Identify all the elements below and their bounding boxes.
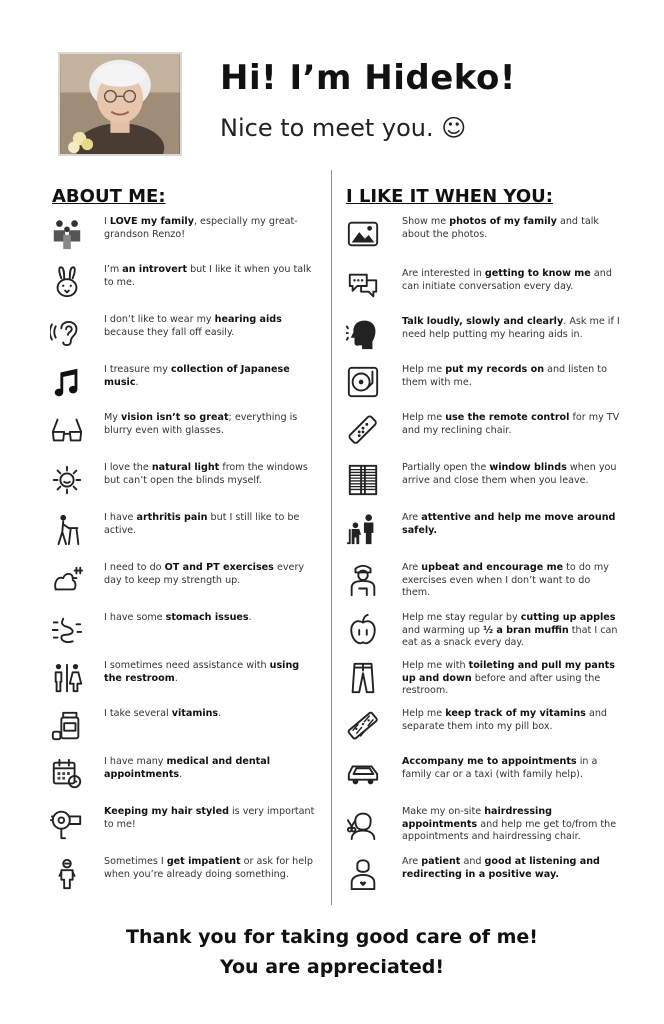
column-divider	[331, 170, 332, 905]
emphasis-text: vitamins	[171, 708, 219, 719]
likes-item	[346, 854, 621, 900]
likes-item	[346, 754, 621, 800]
profile-photo	[58, 52, 182, 156]
emphasis-text: natural light	[151, 462, 220, 473]
body-text: Are	[402, 856, 422, 867]
likes-item	[346, 610, 621, 656]
about-item-text	[92, 854, 320, 881]
about-item	[50, 362, 320, 408]
emphasis-text: toileting and pull my pants up and down	[402, 660, 615, 684]
about-item-text	[92, 658, 320, 685]
body-text: ; everything is blurry even with glasses.	[104, 412, 298, 436]
body-text: I need to do	[104, 562, 165, 573]
likes-item-text	[388, 510, 621, 537]
body-text: but I like it when you talk to me.	[104, 264, 312, 288]
likes-item-text	[388, 804, 621, 844]
body-text: , especially my great-grandson Renzo!	[104, 216, 298, 240]
about-item	[50, 754, 320, 800]
body-text: My	[104, 412, 122, 423]
coach-icon	[346, 560, 388, 600]
emphasis-text: Accompany me to appointments	[402, 756, 577, 767]
page-subtitle: Nice to meet you. ☺	[220, 114, 467, 142]
likes-item	[346, 362, 621, 408]
emphasis-text: getting to know me	[484, 268, 591, 279]
body-text: I don’t like to wear my	[104, 314, 215, 325]
emphasis-text: Keeping my hair styled	[104, 806, 229, 817]
body-text: and separate them into my pill box.	[402, 708, 607, 732]
emphasis-text: LOVE my family	[109, 216, 194, 227]
body-text: Sometimes I	[104, 856, 167, 867]
emphasis-text: good at listening and redirecting in a positive way.	[402, 856, 600, 880]
body-text: Help me	[402, 412, 446, 423]
likes-item	[346, 804, 621, 850]
about-item	[50, 706, 320, 752]
body-text: that I can eat as a snack every day.	[402, 624, 618, 649]
body-text: I have many	[104, 756, 167, 767]
hair-dryer-icon	[50, 804, 92, 844]
emphasis-text: window blinds	[489, 462, 567, 473]
body-text: Help me with	[402, 660, 469, 671]
impatient-person-icon	[50, 854, 92, 894]
footer-thank-you: Thank you for taking good care of me!	[126, 926, 538, 948]
about-item-text	[92, 362, 320, 389]
body-text: every day to keep my strength up.	[104, 562, 305, 586]
body-text: and	[460, 856, 485, 867]
emphasis-text: get impatient	[166, 856, 241, 867]
body-text: and listen to them with me.	[402, 364, 607, 388]
likes-item	[346, 266, 621, 312]
likes-item	[346, 314, 621, 360]
helping-person-icon	[346, 510, 388, 550]
body-text: Are	[402, 562, 422, 573]
music-note-icon	[50, 362, 92, 402]
body-text: .	[218, 708, 222, 719]
body-text: is very important to me!	[104, 806, 315, 830]
body-text: Help me	[402, 708, 446, 719]
body-text: I have	[104, 512, 137, 523]
body-text: . Ask me if I need help putting my hearing aids in.	[402, 316, 620, 340]
footer-appreciated: You are appreciated!	[219, 956, 444, 978]
body-text: I have some	[104, 612, 166, 623]
emphasis-text: hearing aids	[214, 314, 282, 325]
emphasis-text: stomach issues	[165, 612, 249, 623]
pants-icon	[346, 658, 388, 698]
likes-item-text	[388, 706, 621, 733]
likes-heading: I LIKE IT WHEN YOU:	[346, 186, 553, 207]
window-blinds-icon	[346, 460, 388, 500]
likes-item	[346, 560, 621, 606]
emphasis-text: photos of my family	[449, 216, 557, 227]
about-item	[50, 460, 320, 506]
rabbit-icon	[50, 262, 92, 302]
body-text: Show me	[402, 216, 450, 227]
about-item	[50, 854, 320, 900]
likes-item	[346, 658, 621, 704]
body-text: I	[104, 216, 110, 227]
likes-item	[346, 214, 621, 260]
about-item-text	[92, 610, 320, 625]
about-item-text	[92, 214, 320, 241]
emphasis-text: put my records on	[445, 364, 545, 375]
stomach-icon	[50, 610, 92, 650]
emphasis-text: an introvert	[122, 264, 188, 275]
remote-control-icon	[346, 410, 388, 450]
likes-item-text	[388, 610, 621, 650]
vitamins-icon	[50, 706, 92, 746]
body-text: before and after using the restroom.	[402, 672, 601, 697]
chat-bubbles-icon	[346, 266, 388, 306]
body-text: but I still like to be active.	[104, 512, 300, 536]
body-text: Are interested in	[402, 268, 485, 279]
emphasis-text: upbeat and encourage me	[421, 562, 564, 573]
body-text: and talk about the photos.	[402, 216, 599, 240]
body-text: I’m	[104, 264, 123, 275]
about-item	[50, 658, 320, 704]
glasses-icon	[50, 410, 92, 450]
body-text: to do my exercises even when I don’t want to do them.	[402, 562, 609, 599]
emphasis-text: patient	[421, 856, 461, 867]
about-item-text	[92, 754, 320, 781]
likes-item-text	[388, 410, 621, 437]
car-icon	[346, 754, 388, 794]
body-text: and warming up	[402, 624, 484, 636]
likes-item-text	[388, 560, 621, 600]
record-player-icon	[346, 362, 388, 402]
likes-item-text	[388, 658, 621, 698]
body-text: I love the	[104, 462, 152, 473]
body-text: or ask for help when you’re already doing something.	[104, 856, 313, 880]
caregiver-icon	[346, 854, 388, 894]
about-item-text	[92, 410, 320, 437]
emphasis-text: collection of Japanese music	[104, 364, 290, 388]
about-item-text	[92, 460, 320, 487]
body-text: when you arrive and close them when you leave.	[402, 462, 617, 486]
body-text: and can initiate conversation every day.	[402, 268, 612, 292]
emphasis-text: attentive and help me move around safely.	[402, 512, 616, 536]
about-item	[50, 804, 320, 850]
about-item-text	[92, 262, 320, 289]
photo-icon	[346, 214, 388, 254]
body-text: I sometimes need assistance with	[104, 660, 270, 671]
likes-item-text	[388, 266, 621, 293]
body-text: Make my on-site	[402, 806, 485, 817]
about-item	[50, 214, 320, 260]
emphasis-text: arthritis pain	[136, 512, 208, 523]
emphasis-text: OT and PT exercises	[164, 562, 274, 573]
body-text: .	[179, 768, 183, 780]
body-text: from the windows but can’t open the blinds myself.	[104, 462, 308, 486]
about-item-text	[92, 312, 320, 339]
body-text: .	[174, 672, 178, 684]
speaking-head-icon	[346, 314, 388, 354]
emphasis-text: Talk loudly, slowly and clearly	[402, 316, 564, 327]
about-item	[50, 262, 320, 308]
restroom-icon	[50, 658, 92, 698]
emphasis-text: use the remote control	[445, 412, 570, 423]
likes-item-text	[388, 214, 621, 241]
body-text: because they fall off easily.	[104, 326, 235, 338]
likes-item-text	[388, 754, 621, 781]
calendar-icon	[50, 754, 92, 794]
ear-icon	[50, 312, 92, 352]
about-me-heading: ABOUT ME:	[52, 186, 166, 207]
about-item	[50, 560, 320, 606]
likes-item	[346, 510, 621, 556]
likes-item	[346, 460, 621, 506]
body-text: in a family car or a taxi (with family help).	[402, 756, 598, 780]
emphasis-text: cutting up apples	[520, 612, 616, 623]
body-text: Are	[402, 512, 422, 523]
body-text: Help me stay regular by	[402, 612, 521, 623]
likes-item	[346, 706, 621, 752]
likes-item	[346, 410, 621, 456]
likes-item-text	[388, 362, 621, 389]
walker-icon	[50, 510, 92, 550]
body-text: I treasure my	[104, 364, 171, 375]
apple-icon	[346, 610, 388, 650]
emphasis-text: ½ a bran muffin	[483, 624, 569, 636]
about-item-text	[92, 510, 320, 537]
likes-item-text	[388, 460, 621, 487]
body-text: .	[135, 376, 139, 388]
exercise-arm-icon	[50, 560, 92, 600]
body-text: .	[248, 612, 252, 623]
sun-icon	[50, 460, 92, 500]
about-item-text	[92, 706, 320, 721]
emphasis-text: medical and dental appointments	[104, 756, 271, 780]
about-item	[50, 312, 320, 358]
body-text: I take several	[104, 708, 172, 719]
hairdresser-icon	[346, 804, 388, 844]
about-item	[50, 410, 320, 456]
family-icon	[50, 214, 92, 254]
emphasis-text: keep track of my vitamins	[445, 708, 586, 719]
about-item	[50, 610, 320, 656]
body-text: for my TV and my reclining chair.	[402, 412, 620, 436]
likes-item-text	[388, 314, 621, 341]
about-item-text	[92, 560, 320, 587]
emphasis-text: using the restroom	[104, 660, 300, 684]
about-item-text	[92, 804, 320, 831]
pill-box-icon	[346, 706, 388, 746]
body-text: Partially open the	[402, 462, 490, 473]
page-title: Hi! I’m Hideko!	[220, 58, 516, 98]
emphasis-text: hairdressing appointments	[402, 806, 553, 830]
body-text: and help me get to/from the appointments and hairdressing chair.	[402, 818, 617, 843]
emphasis-text: vision isn’t so great	[121, 412, 229, 423]
about-item	[50, 510, 320, 556]
likes-item-text	[388, 854, 621, 881]
body-text: Help me	[402, 364, 446, 375]
